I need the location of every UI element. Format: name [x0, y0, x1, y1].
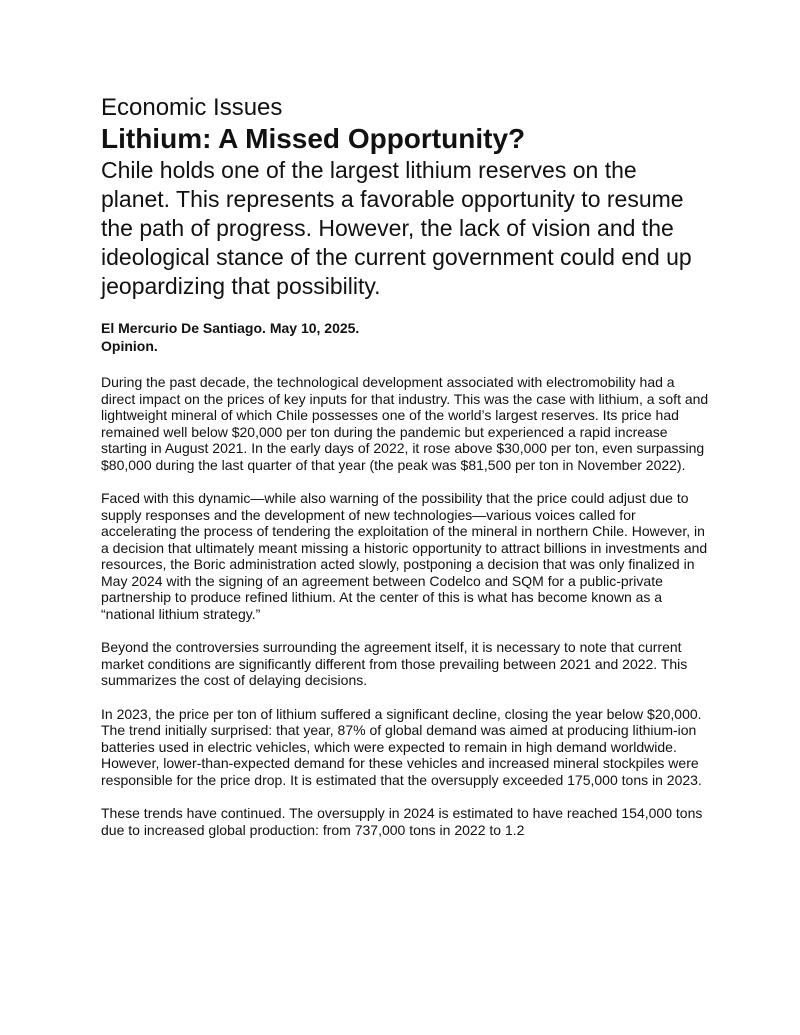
- article-lede: Chile holds one of the largest lithium reserves on the planet. This represents a favorable opportunity to resume the path of progress. However, the lack of vision and the ideological stance of the current government could end up jeopardizing that possibility.: [101, 157, 692, 299]
- article-title: Lithium: A Missed Opportunity?: [101, 123, 526, 154]
- article: [101, 94, 711, 855]
- paragraph: In 2023, the price per ton of lithium suffered a significant decline, closing the year below $20,000. The trend initially surprised: that year, 87% of global demand was aimed at producing lithium-ion batteries used in electric vehicles, which were expected to remain in high demand worldwide. However, lower-than-expected demand for these vehicles and increased mineral stockpiles were responsible for the price drop. It is estimated that the oversupply exceeded 175,000 tons in 2023.: [101, 705, 702, 788]
- paragraph: Beyond the controversies surrounding the agreement itself, it is necessary to note that current market conditions are significantly different from those prevailing between 2021 and 2022. This summarizes the cost of delaying decisions.: [101, 639, 688, 688]
- paragraph: These trends have continued. The oversupply in 2024 is estimated to have reached 154,000 tons due to increased global production: from 737,000 tons in 2022 to 1.2: [101, 805, 703, 838]
- byline: [101, 319, 711, 355]
- category-label: Opinion.: [101, 338, 158, 354]
- paragraph: During the past decade, the technological development associated with electromobility had a direct impact on the prices of key inputs for that industry. This was the case with lithium, a soft and lightweight mineral of which Chile possesses one of the world’s largest reserves. Its price had remained well below $20,000 per ton during the pandemic but experienced a rapid increase starting in August 2021. In the early days of 2022, it rose above $30,000 per ton, even surpassing $80,000 during the last quarter of that year (the peak was $81,500 per ton in November 2022).: [101, 374, 709, 473]
- source-line: El Mercurio De Santiago. May 10, 2025.: [101, 320, 360, 336]
- section-label: Economic Issues: [101, 94, 283, 121]
- article-body: [101, 374, 711, 838]
- paragraph: Faced with this dynamic—while also warning of the possibility that the price could adjust due to supply responses and the development of new technologies—various voices called for accelerating the process of tendering the exploitation of the mineral in northern Chile. However, in a decision that ultimately meant missing a historic opportunity to attract billions in investments and resources, the Boric administration acted slowly, postponing a decision that was only finalized in May 2024 with the signing of an agreement between Codelco and SQM for a public-private partnership to produce refined lithium. At the center of this is what has become known as a “national lithium strategy.”: [101, 490, 708, 622]
